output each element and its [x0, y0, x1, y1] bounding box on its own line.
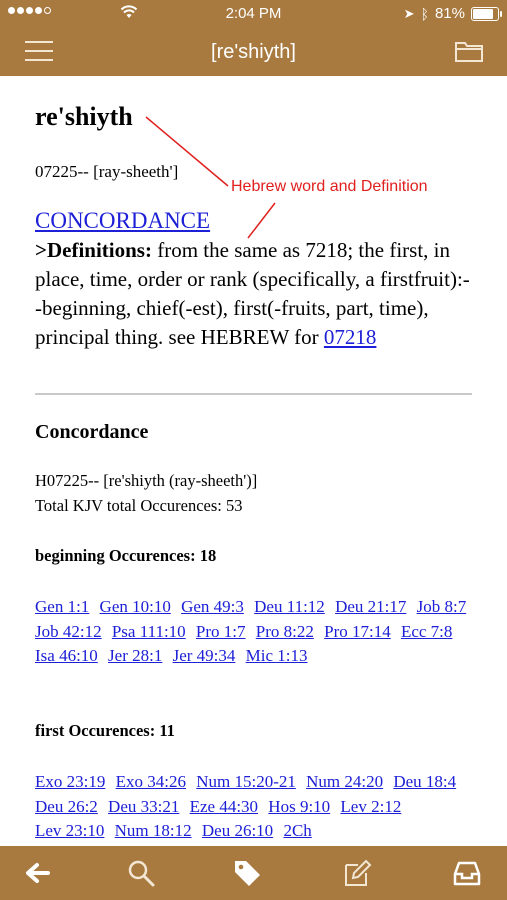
- verse-ref-link[interactable]: Gen 49:3: [181, 597, 244, 616]
- definitions: [35, 236, 475, 352]
- folder-icon[interactable]: [455, 40, 483, 62]
- verse-ref-link[interactable]: Isa 46:10: [35, 646, 98, 665]
- ref-list-first: [35, 770, 480, 844]
- pronunciation: 07225-- [ray-sheeth']: [35, 162, 179, 181]
- verse-ref-link[interactable]: Psa 111:10: [111, 621, 186, 641]
- concordance-title: Concordance: [35, 421, 149, 443]
- ref-list-beginning: [35, 595, 480, 669]
- group-heading-first: first Occurences: 11: [35, 721, 175, 740]
- verse-ref-link[interactable]: Hos 9:10: [268, 796, 331, 816]
- location-icon: ➤: [403, 5, 415, 21]
- bluetooth-icon: ᛒ: [420, 5, 429, 22]
- definitions-text: from the same as 7218; the first, in place, time, order or rank (specifically, a firstfruit):--beginning, chief(-est), first(-fruits, part, time), principal thing. see HEBREW for: [35, 238, 470, 349]
- verse-ref-link[interactable]: Deu 21:17: [335, 597, 407, 616]
- search-icon[interactable]: [126, 858, 156, 888]
- verse-ref-link[interactable]: Ecc 7:8: [400, 621, 453, 641]
- verse-ref-link[interactable]: Job 42:12: [35, 621, 102, 641]
- verse-ref-link[interactable]: Deu 11:12: [254, 597, 325, 616]
- verse-ref-link[interactable]: Lev 23:10: [35, 821, 105, 840]
- nav-bar: [0, 28, 507, 76]
- verse-ref-link[interactable]: Pro 17:14: [324, 621, 391, 641]
- status-bar: [0, 0, 507, 28]
- verse-ref-link[interactable]: Deu 33:21: [108, 796, 180, 816]
- status-time: 2:04 PM: [225, 5, 282, 22]
- tab-bar: [0, 846, 507, 900]
- hebrew-word: re'shiyth: [35, 102, 133, 131]
- verse-ref-link[interactable]: Pro 8:22: [255, 621, 314, 641]
- group-heading-beginning: beginning Occurences: 18: [35, 546, 217, 565]
- verse-ref-link[interactable]: 2Ch: [283, 821, 312, 840]
- entry-content: [0, 76, 507, 846]
- back-arrow-icon[interactable]: [22, 858, 52, 888]
- verse-ref-link[interactable]: Gen 1:1: [35, 597, 90, 616]
- divider: [35, 393, 472, 395]
- verse-ref-link[interactable]: Exo 34:26: [115, 772, 186, 791]
- definitions-label: >Definitions:: [35, 238, 152, 262]
- verse-ref-link[interactable]: Pro 1:7: [195, 621, 246, 641]
- verse-ref-link[interactable]: Job 8:7: [416, 597, 467, 616]
- verse-ref-link[interactable]: Deu 18:4: [393, 772, 457, 791]
- battery-icon: [471, 7, 499, 21]
- concordance-header: H07225-- [re'shiyth (ray-sheeth')]: [35, 471, 258, 490]
- verse-ref-link[interactable]: Eze 44:30: [189, 796, 259, 816]
- verse-ref-link[interactable]: Gen 10:10: [99, 597, 171, 616]
- verse-ref-link[interactable]: Mic 1:13: [245, 646, 308, 665]
- hebrew-ref-link[interactable]: 07218: [323, 325, 377, 349]
- annotation-label: Hebrew word and Definition: [231, 178, 428, 195]
- verse-ref-link[interactable]: Jer 49:34: [172, 646, 236, 665]
- verse-ref-link[interactable]: Jer 28:1: [108, 646, 163, 665]
- edit-icon[interactable]: [342, 858, 372, 888]
- verse-ref-link[interactable]: Lev 2:12: [340, 796, 402, 816]
- verse-ref-link[interactable]: Exo 23:19: [35, 772, 106, 791]
- verse-ref-link[interactable]: Deu 26:10: [201, 821, 274, 840]
- total-occurrences: Total KJV total Occurences: 53: [35, 496, 243, 515]
- verse-ref-link[interactable]: Num 15:20-21: [196, 772, 296, 791]
- page-title: [re'shiyth]: [211, 41, 296, 63]
- inbox-icon[interactable]: [452, 858, 482, 888]
- concordance-link[interactable]: CONCORDANCE: [35, 208, 211, 233]
- verse-ref-link[interactable]: Num 24:20: [306, 772, 384, 791]
- tag-icon[interactable]: [232, 858, 262, 888]
- battery-percent: 81%: [434, 5, 465, 22]
- verse-ref-link[interactable]: Num 18:12: [114, 821, 192, 840]
- verse-ref-link[interactable]: Deu 26:2: [35, 796, 98, 816]
